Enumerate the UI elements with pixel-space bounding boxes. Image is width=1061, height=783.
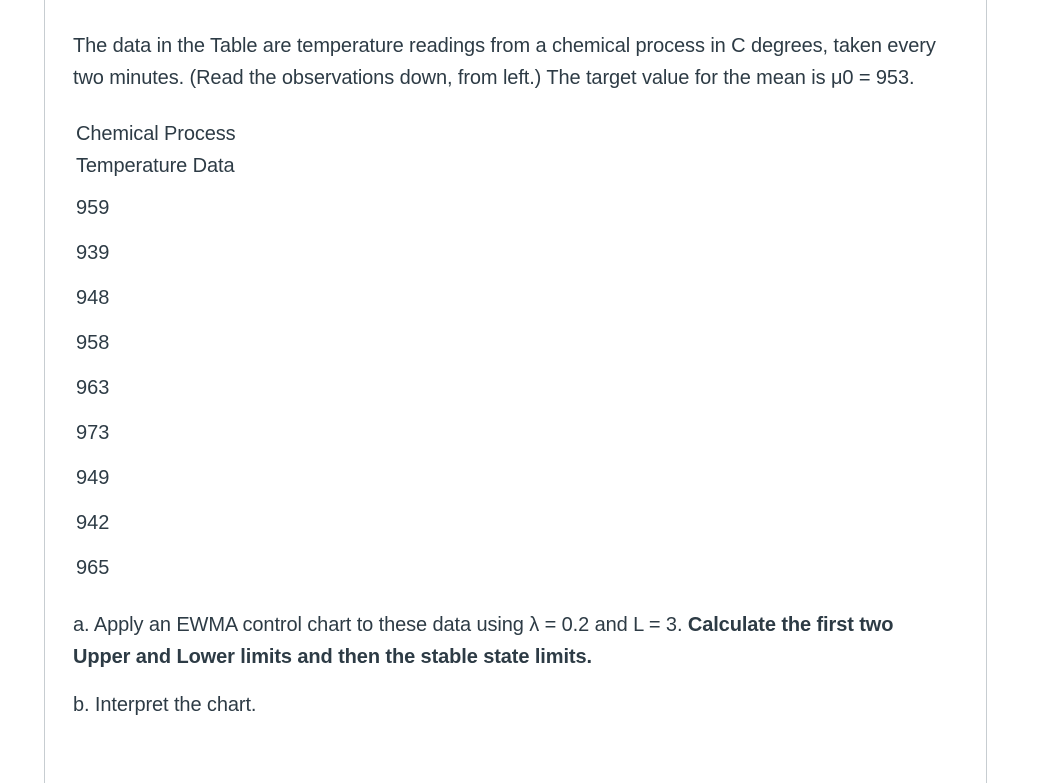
data-value: 949	[76, 467, 110, 489]
question-a	[73, 609, 953, 673]
data-value: 965	[76, 557, 110, 579]
question-a-prefix: a. Apply an EWMA control chart to these data using λ = 0.2 and L = 3.	[73, 614, 688, 636]
table-caption-line1: Chemical Process	[76, 123, 236, 145]
data-table	[76, 118, 953, 591]
data-values-list	[76, 186, 953, 591]
data-value: 963	[76, 377, 110, 399]
question-content	[73, 30, 953, 721]
question-panel	[44, 0, 987, 783]
table-caption	[76, 118, 953, 182]
intro-paragraph: The data in the Table are temperature readings from a chemical process in C degrees, taken every two minutes. (Read the observations down, from left.) The target value for the mean is μ0 = 953.	[73, 35, 936, 89]
table-caption-line2: Temperature Data	[76, 155, 235, 177]
question-a-bold: Calculate the first two Upper and Lower limits and then the stable state limits.	[73, 614, 894, 668]
data-value: 959	[76, 197, 110, 219]
data-value: 973	[76, 422, 110, 444]
data-value: 939	[76, 242, 110, 264]
question-b: b. Interpret the chart.	[73, 694, 257, 716]
data-value: 958	[76, 332, 110, 354]
data-value: 942	[76, 512, 110, 534]
data-value: 948	[76, 287, 110, 309]
